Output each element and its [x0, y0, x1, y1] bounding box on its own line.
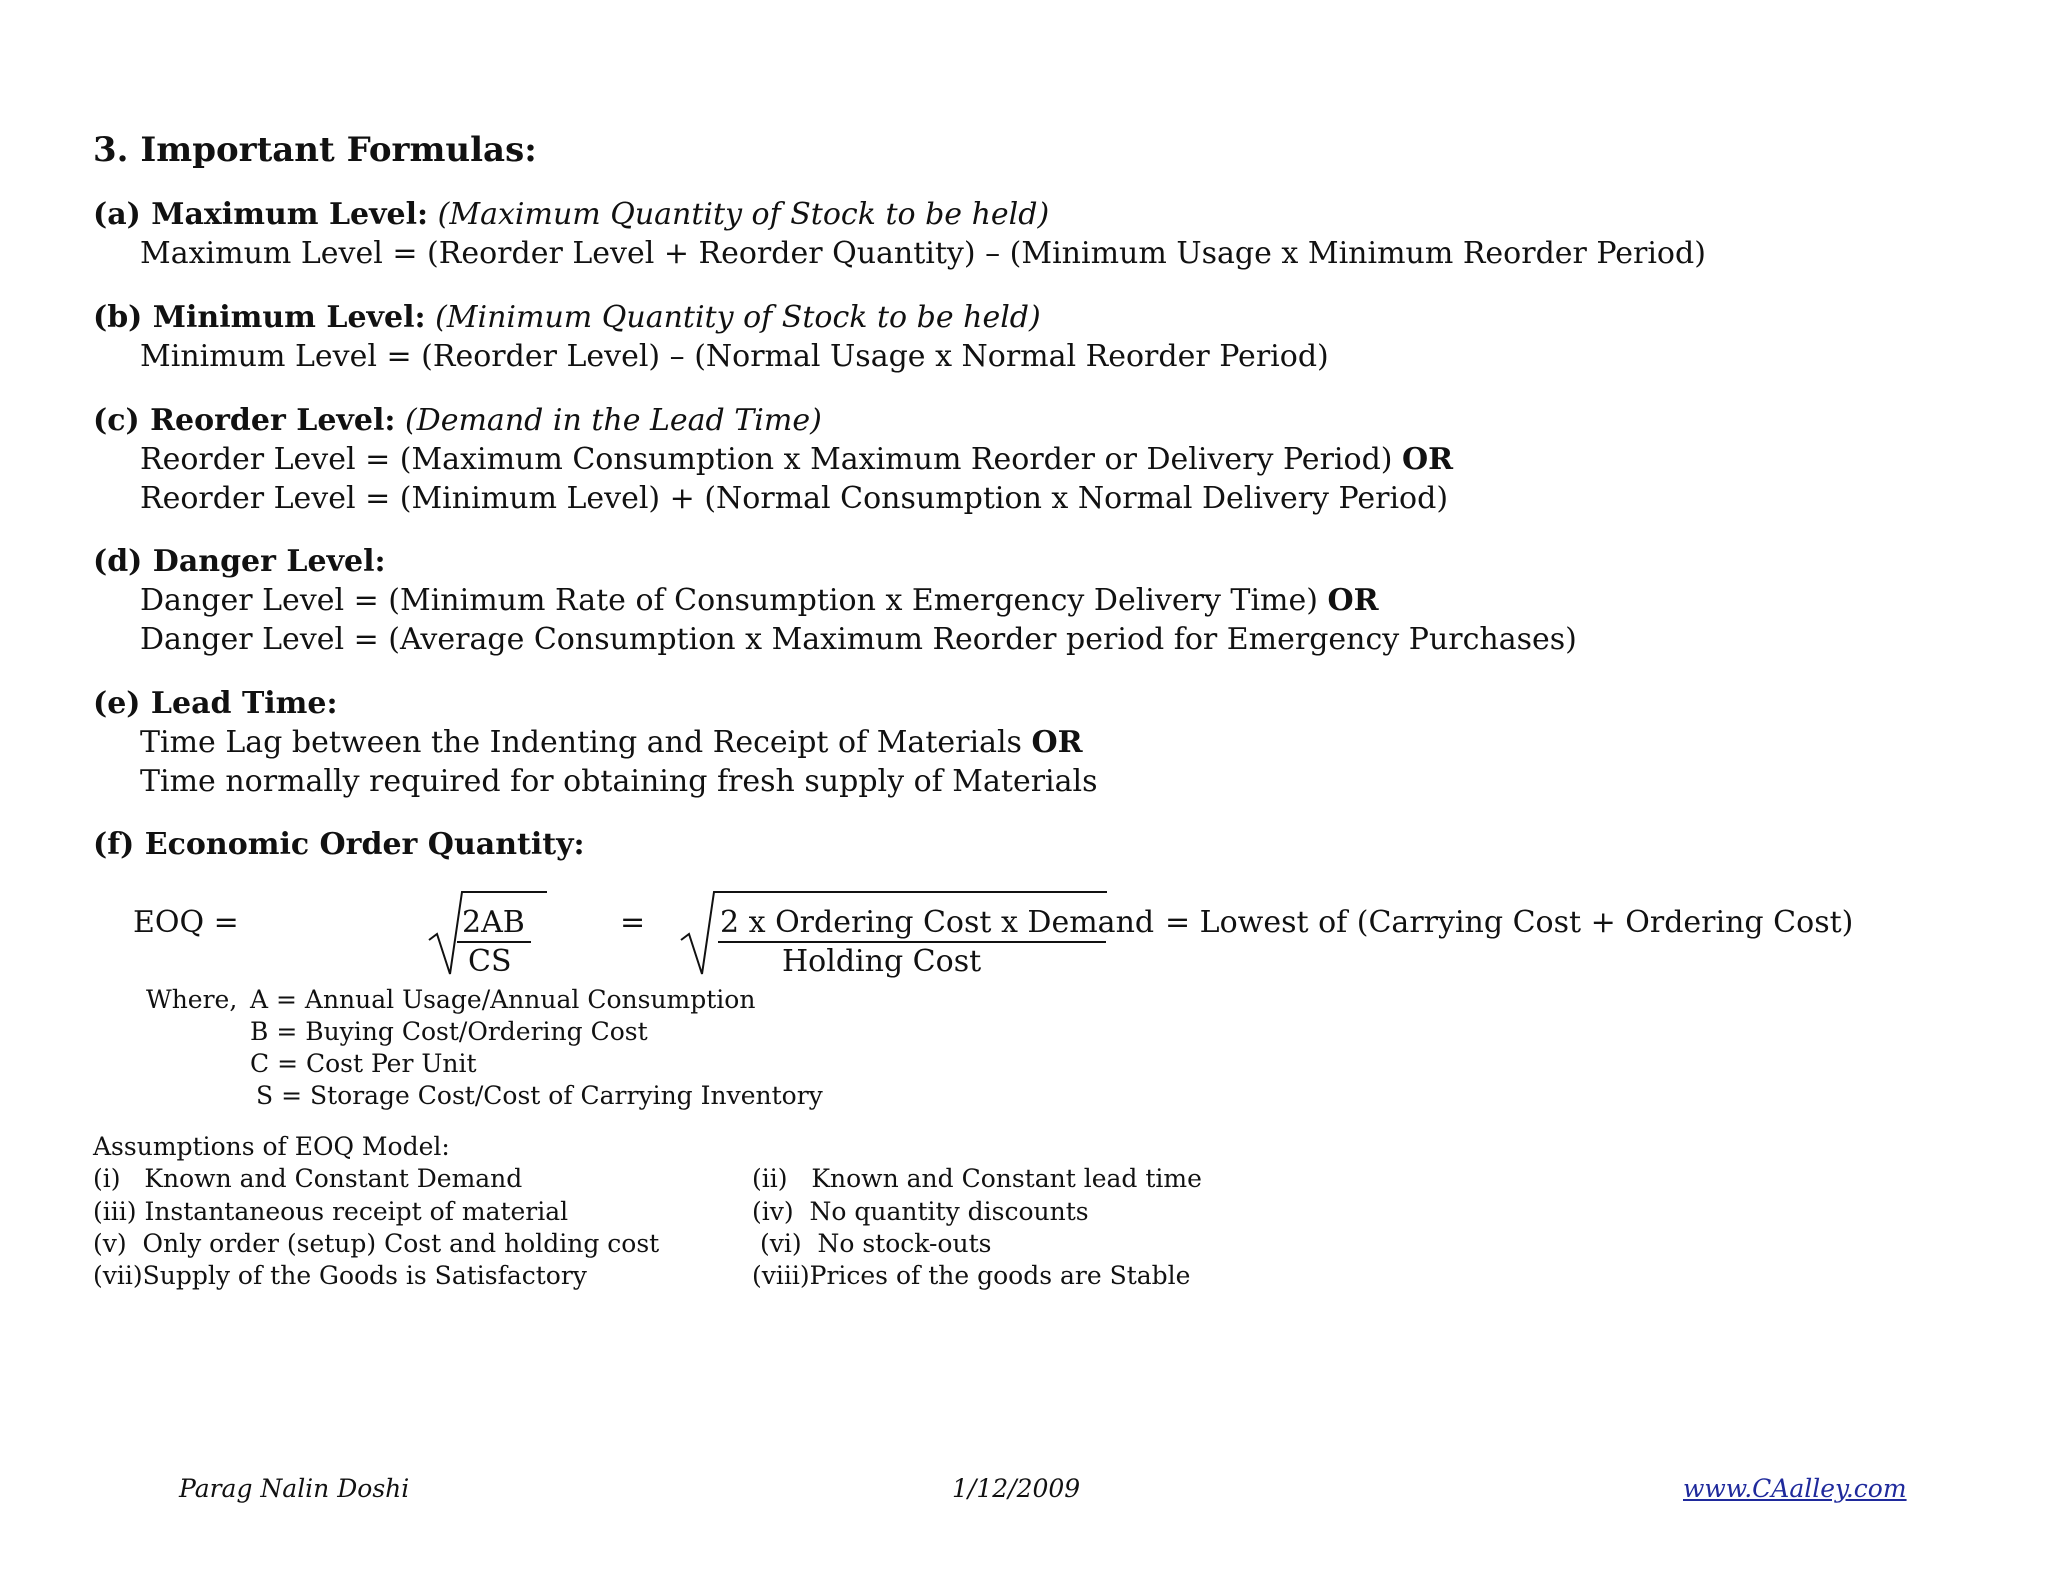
section-b-line-1: [140, 339, 1329, 374]
section-e-title: [93, 686, 338, 721]
section-a-label: (a) Maximum Level:: [93, 197, 429, 232]
assumption-item: (iv) No quantity discounts: [752, 1197, 1089, 1226]
section-f-title: [93, 827, 585, 862]
footer-website-link[interactable]: www.CAalley.com: [1683, 1474, 1907, 1503]
eoq-equals: =: [620, 905, 646, 940]
where-item: S = Storage Cost/Cost of Carrying Inventory: [256, 1081, 823, 1110]
formula-text: Reorder Level = (Maximum Consumption x Maximum Reorder or Delivery Period): [140, 442, 1393, 477]
section-c-note: (Demand in the Lead Time): [404, 403, 822, 438]
assumptions-title: Assumptions of EOQ Model:: [93, 1132, 450, 1161]
footer-author: Parag Nalin Doshi: [179, 1474, 410, 1503]
section-c-line-1: [140, 442, 1453, 477]
formula-text: Maximum Level = (Reorder Level + Reorder Quantity) – (Minimum Usage x Minimum Reorder Period): [140, 236, 1706, 271]
section-d-line-2: [140, 622, 1577, 657]
or-keyword: OR: [1402, 442, 1454, 477]
where-label: Where,: [146, 985, 238, 1014]
assumption-item: (v) Only order (setup) Cost and holding cost: [93, 1229, 660, 1258]
assumption-item: (ii) Known and Constant lead time: [752, 1164, 1202, 1193]
fraction-bar-2: [718, 941, 1106, 943]
eoq-fraction-2-denominator: Holding Cost: [782, 944, 982, 979]
section-f-label: (f) Economic Order Quantity:: [93, 827, 585, 862]
section-d-label: (d) Danger Level:: [93, 544, 386, 579]
section-b-note: (Minimum Quantity of Stock to be held): [435, 300, 1041, 335]
section-c-label: (c) Reorder Level:: [93, 403, 396, 438]
formula-text: Time normally required for obtaining fresh supply of Materials: [140, 764, 1098, 799]
section-e-label: (e) Lead Time:: [93, 686, 338, 721]
assumption-item: (iii) Instantaneous receipt of material: [93, 1197, 569, 1226]
formula-text: Danger Level = (Minimum Rate of Consumption x Emergency Delivery Time): [140, 583, 1318, 618]
section-a-title: [93, 197, 1049, 232]
eoq-lhs: EOQ =: [133, 905, 239, 940]
or-keyword: OR: [1031, 725, 1083, 760]
where-item: A = Annual Usage/Annual Consumption: [250, 985, 756, 1014]
section-e-line-1: [140, 725, 1083, 760]
assumption-item: (viii)Prices of the goods are Stable: [752, 1261, 1191, 1290]
formula-text: Time Lag between the Indenting and Receipt of Materials: [140, 725, 1022, 760]
where-item: B = Buying Cost/Ordering Cost: [250, 1017, 648, 1046]
formula-text: Danger Level = (Average Consumption x Maximum Reorder period for Emergency Purchases): [140, 622, 1577, 657]
eoq-rhs: = Lowest of (Carrying Cost + Ordering Cost): [1165, 905, 1854, 940]
section-a-line-1: [140, 236, 1706, 271]
fraction-bar-1: [457, 941, 531, 943]
section-c-line-2: [140, 481, 1448, 516]
footer-date: 1/12/2009: [952, 1474, 1081, 1503]
section-c-title: [93, 403, 822, 438]
section-b-title: [93, 300, 1041, 335]
assumption-item: (i) Known and Constant Demand: [93, 1164, 523, 1193]
eoq-fraction-1-denominator: CS: [468, 944, 512, 979]
section-a-note: (Maximum Quantity of Stock to be held): [437, 197, 1050, 232]
where-item: C = Cost Per Unit: [250, 1049, 477, 1078]
eoq-fraction-2-numerator: 2 x Ordering Cost x Demand: [720, 905, 1155, 940]
section-e-line-2: [140, 764, 1098, 799]
section-b-label: (b) Minimum Level:: [93, 300, 426, 335]
page-heading: 3. Important Formulas:: [93, 130, 537, 170]
assumption-item: (vi) No stock-outs: [752, 1229, 992, 1258]
formula-text: Reorder Level = (Minimum Level) + (Normal Consumption x Normal Delivery Period): [140, 481, 1449, 516]
formula-text: Minimum Level = (Reorder Level) – (Normal Usage x Normal Reorder Period): [140, 339, 1329, 374]
or-keyword: OR: [1327, 583, 1379, 618]
section-d-line-1: [140, 583, 1379, 618]
eoq-fraction-1-numerator: 2AB: [462, 905, 525, 940]
section-d-title: [93, 544, 386, 579]
assumption-item: (vii)Supply of the Goods is Satisfactory: [93, 1261, 587, 1290]
